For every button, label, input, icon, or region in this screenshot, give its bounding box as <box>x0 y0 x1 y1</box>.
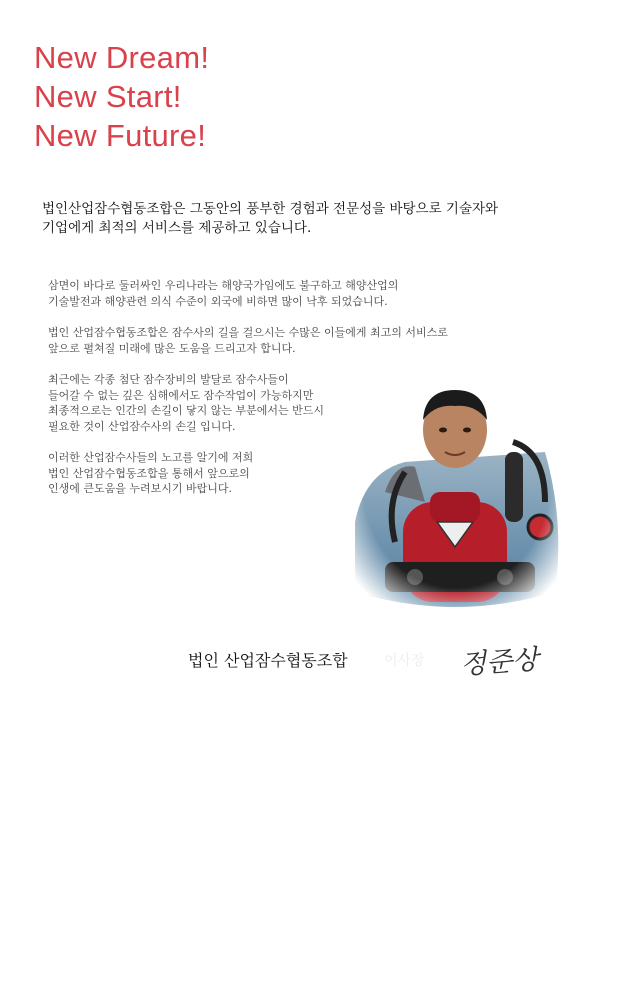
slogan <box>34 38 209 155</box>
paragraph-line: 기술발전과 해양관련 의식 수준이 외국에 비하면 많이 낙후 되었습니다. <box>48 294 388 308</box>
paragraph-line: 인생에 큰도움을 누려보시기 바랍니다. <box>48 482 233 495</box>
paragraph-line: 법인 산업잠수협동조합을 통해서 앞으로의 <box>48 466 250 480</box>
paragraph-line: 필요한 것이 산업잠수사의 손길 입니다. <box>48 419 236 433</box>
paragraph-line: 이러한 산업잠수사들의 노고를 알기에 저희 <box>48 451 254 464</box>
faded-title: 이사장 <box>384 653 425 669</box>
organization-name: 법인 산업잠수협동조합 <box>188 651 348 670</box>
slogan-line-1: New Dream! <box>34 40 210 75</box>
paragraph-line: 최종적으로는 인간의 손길이 닿지 않는 부분에서는 반드시 <box>48 404 325 417</box>
paragraph-line: 앞으로 펼쳐질 미래에 많은 도움을 드리고자 합니다. <box>48 341 296 355</box>
intro-line-1: 법인산업잠수협동조합은 그동안의 풍부한 경험과 전문성을 바탕으로 기술자와 <box>42 201 499 217</box>
paragraph-line: 삼면이 바다로 둘러싸인 우리나라는 해양국가임에도 불구하고 해양산업의 <box>48 279 399 292</box>
intro-text <box>42 200 562 238</box>
slogan-line-3: New Future! <box>34 118 207 153</box>
intro-line-2: 기업에게 최적의 서비스를 제공하고 있습니다. <box>42 220 312 236</box>
chairman-signature: 정준상 <box>459 644 540 681</box>
paragraph-1 <box>48 278 508 309</box>
paragraph-2 <box>48 325 508 356</box>
slogan-line-2: New Start! <box>34 79 182 114</box>
paragraph-line: 법인 산업잠수협동조합은 잠수사의 길을 걸으시는 수많은 이들에게 최고의 서비스로 <box>48 326 448 339</box>
paragraph-line: 들어갈 수 없는 깊은 심해에서도 잠수작업이 가능하지만 <box>48 388 314 402</box>
paragraph-line: 최근에는 각종 첨단 잠수장비의 발달로 잠수사들이 <box>48 373 289 386</box>
diver-portrait-icon <box>345 372 567 620</box>
